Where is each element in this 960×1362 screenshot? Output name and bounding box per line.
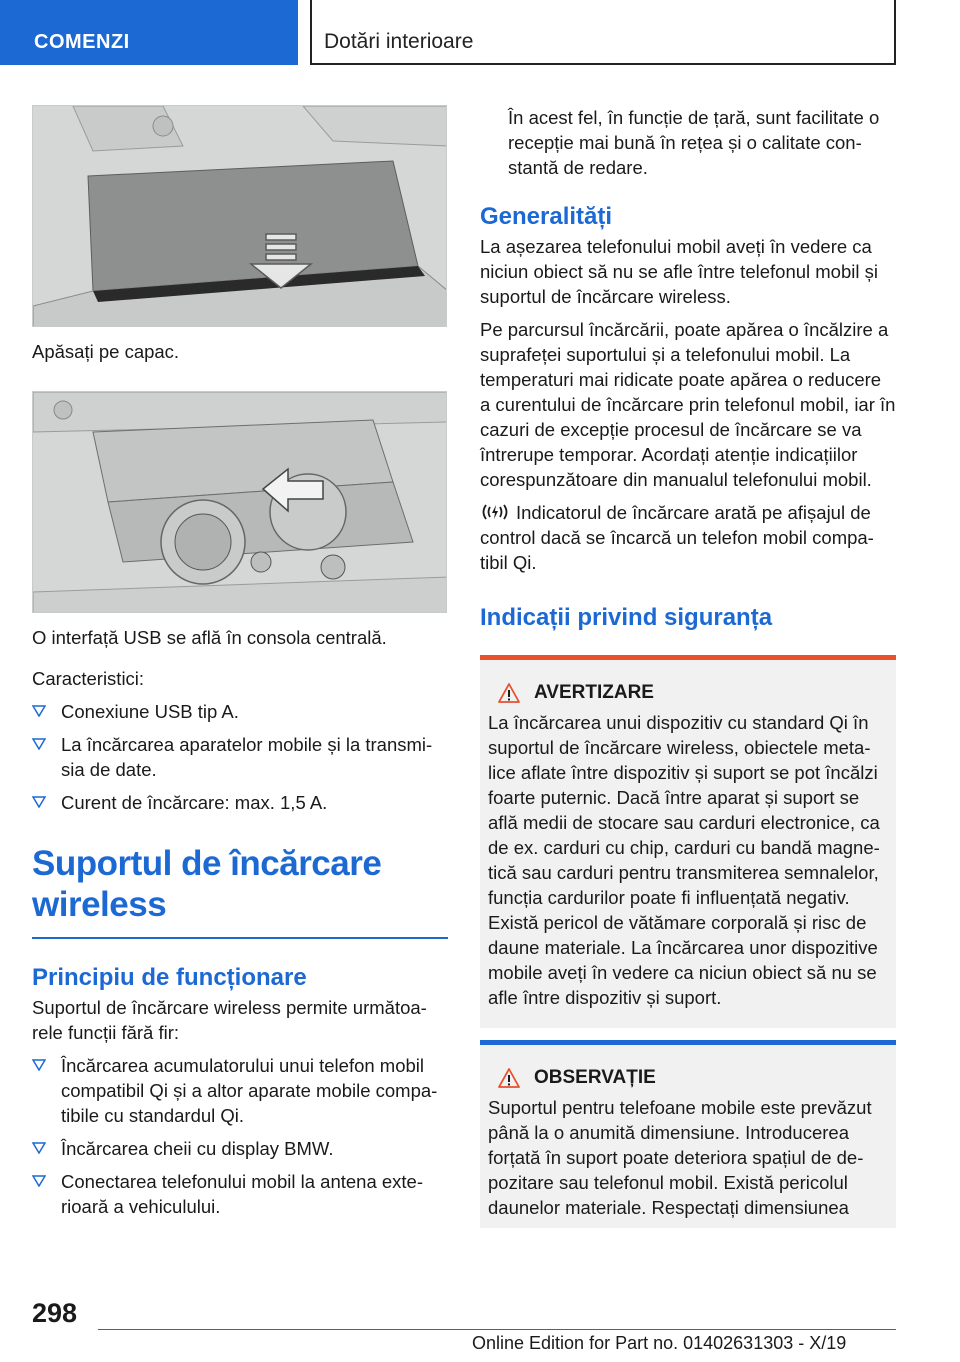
feature-text: Conexiune USB tip A. [61, 701, 239, 722]
warning-title: AVERTIZARE [534, 682, 654, 703]
photo-usb-console [32, 391, 447, 613]
function-text: Încărcarea cheii cu display BMW. [61, 1138, 334, 1159]
chapter-header [312, 0, 896, 65]
photo-cover-press [32, 105, 447, 327]
warning-triangle-icon [498, 683, 520, 703]
cover-press-illustration [33, 106, 447, 327]
warning-header [488, 682, 888, 704]
triangle-bullet-icon [32, 1142, 46, 1154]
note-title: OBSERVAȚIE [534, 1067, 656, 1088]
right-column [480, 100, 896, 1228]
edition-text: Online Edition for Part no. 01402631303 - X/19 [472, 1333, 847, 1353]
usb-console-illustration [33, 392, 447, 613]
caption-press-cover: Apăsați pe capac. [32, 341, 180, 362]
general-paragraph-3 [480, 500, 896, 575]
charging-indicator-icon [480, 502, 510, 522]
subheading-safety: Indicații privind siguranța [480, 604, 773, 631]
general-paragraph-2: Pe parcursul încărcării, poate apărea o încălzire a suprafeței suportului și a telefonului mobil. La temperaturi mai ridicate poate apărea o reducere a curentului de încărcare prin telefonul mobil, iar în cazuri de excepție procesul de încărcare se va întrerupe temporar. Acordați atenție indicațiilor corespunzătoare din manualul telefonului mobil. [480, 319, 896, 490]
note-text: Suportul pentru telefoane mobile este prevăzut până la o anumită dimensiune. Introducerea forțată în suport poate deteriora spațiul de de-pozitare sau telefonul mobil. Există pericolul daunelor materiale. Respectați dimensiunea [488, 1097, 872, 1218]
continued-paragraph: În acest fel, în funcție de țară, sunt facilitate o recepție mai bună în rețea și o calitate con-stantă de redare. [508, 107, 880, 178]
section-heading-wireless-charging: Suportul de încărcare wireless [32, 844, 382, 924]
functions-list [32, 1053, 448, 1219]
section-tab[interactable] [0, 0, 298, 65]
list-item [32, 1136, 448, 1161]
footer-rule [98, 1329, 896, 1330]
triangle-bullet-icon [32, 1175, 46, 1187]
warning-box [480, 655, 896, 1028]
charging-indicator-text: Indicatorul de încărcare arată pe afișajul de control dacă se încarcă un telefon mobil compa-tibil Qi. [480, 502, 874, 573]
function-text: Încărcarea acumulatorului unui telefon mobil compatibil Qi și a altor aparate mobile compa-tibile cu standardul Qi. [61, 1055, 438, 1126]
list-item [32, 699, 448, 724]
subheading-general: Generalități [480, 203, 613, 230]
note-header [488, 1067, 888, 1089]
triangle-bullet-icon [32, 738, 46, 750]
feature-text: La încărcarea aparatelor mobile și la transmi-sia de date. [61, 734, 433, 780]
page-number: 298 [32, 1298, 78, 1328]
note-box [480, 1040, 896, 1228]
section-title: COMENZI [34, 31, 130, 53]
left-column [32, 100, 448, 1219]
subheading-operating-principle: Principiu de funcționare [32, 964, 307, 991]
triangle-bullet-icon [32, 705, 46, 717]
footer-edition [472, 1333, 846, 1354]
features-list [32, 699, 448, 815]
general-paragraph-1: La așezarea telefonului mobil aveți în vedere ca niciun obiect să nu se afle între telefonul mobil și suportul de încărcare wireless. [480, 236, 878, 307]
warning-text: La încărcarea unui dispozitiv cu standard Qi în suportul de încărcare wireless, obiectele meta-lice aflate între dispozitiv și suport se pot încălzi foarte puternic. Dacă între aparat și suport se află medii de stocare sau carduri electronice, ca de ex. carduri cu chip, carduri cu bandă magne-tică sau carduri pentru transmiterea semnalelor, funcția cardurilor poate fi influențată negativ. Există pericol de vătămare corporală și risc de daune materiale. La încărcarea unor dispozitive mobile aveți în vedere ca niciun obiect să nu se afle între dispozitiv și suport. [488, 712, 880, 1008]
caption-usb-interface: O interfață USB se află în consola centrală. [32, 627, 387, 648]
function-text: Conectarea telefonului mobil la antena exte-rioară a vehiculului. [61, 1171, 424, 1217]
heading-rule [32, 937, 448, 939]
functions-intro: Suportul de încărcare wireless permite următoa-rele funcții fără fir: [32, 997, 427, 1043]
list-item [32, 1053, 448, 1128]
list-item [32, 790, 448, 815]
chapter-title: Dotări interioare [324, 30, 474, 53]
features-label: Caracteristici: [32, 668, 145, 689]
list-item [32, 732, 448, 782]
list-item [32, 1169, 448, 1219]
warning-triangle-icon [498, 1068, 520, 1088]
triangle-bullet-icon [32, 1059, 46, 1071]
triangle-bullet-icon [32, 796, 46, 808]
feature-text: Curent de încărcare: max. 1,5 A. [61, 792, 328, 813]
